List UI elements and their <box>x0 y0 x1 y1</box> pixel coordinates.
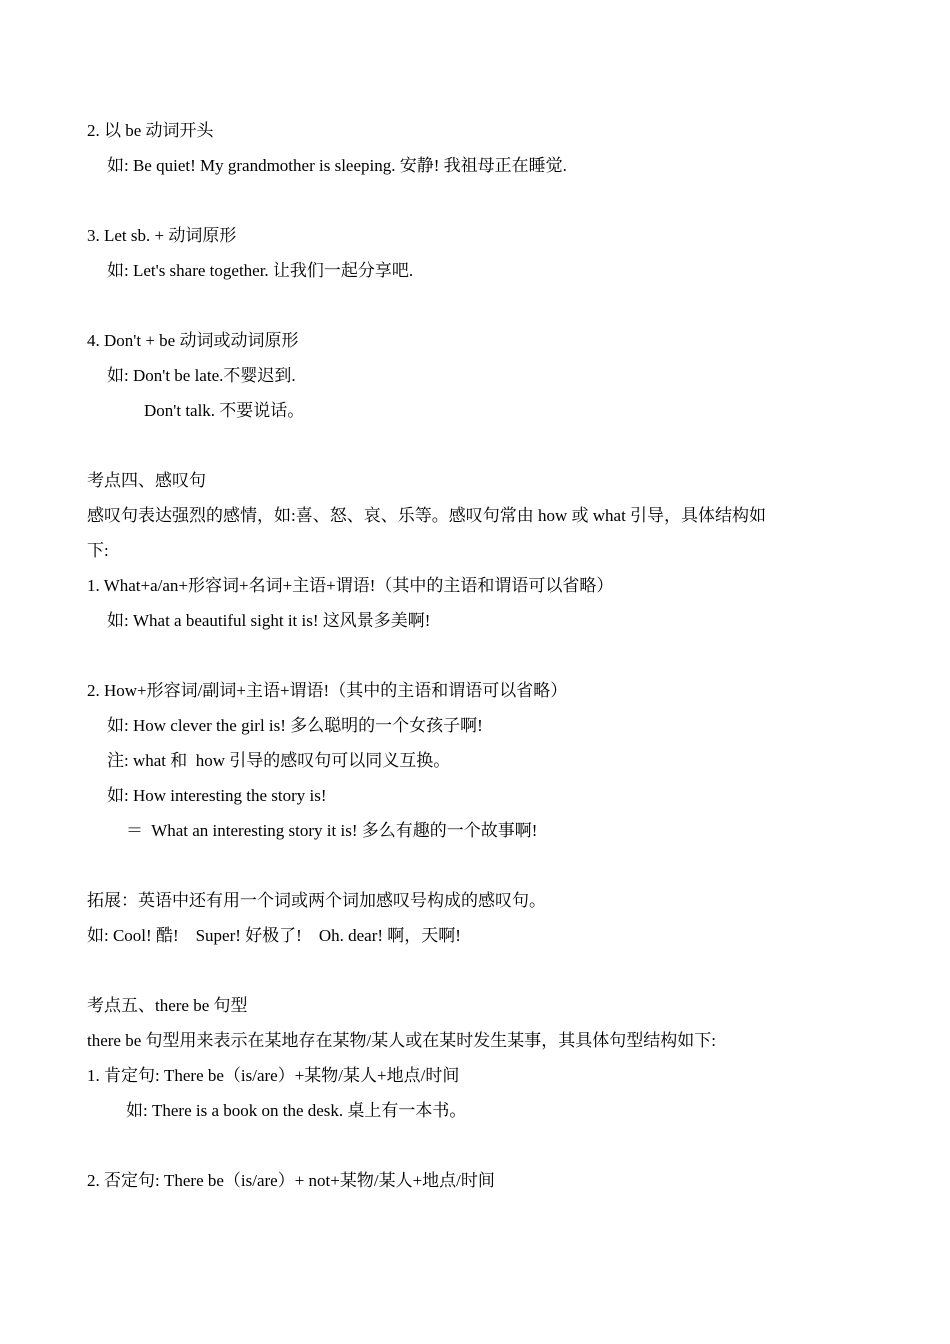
section-heading: 考点五、there be 句型 <box>87 996 248 1015</box>
example-line: 如: Cool! 酷! Super! 好极了! Oh. dear! 啊，天啊! <box>87 926 461 945</box>
example-line: 如: Don't be late.不婴迟到. <box>107 366 296 385</box>
rule-1-heading: 1. What+a/an+形容词+名词+主语+谓语!（其中的主语和谓语可以省略） <box>87 576 614 595</box>
rule-2-heading: 2. How+形容词/副词+主语+谓语!（其中的主语和谓语可以省略） <box>87 681 568 700</box>
example-line: 如: How interesting the story is! <box>107 786 327 805</box>
rule-4-heading: 4. Don't + be 动词或动词原形 <box>87 331 299 350</box>
example-line: 如: Be quiet! My grandmother is sleeping. 安静! 我祖母正在睡觉. <box>107 156 567 175</box>
extension-line: 拓展：英语中还有用一个词或两个词加感叹号构成的感叹句。 <box>87 891 546 910</box>
example-line: ＝ What an interesting story it is! 多么有趣的一个故事啊! <box>126 821 538 840</box>
example-line: 如: There is a book on the desk. 桌上有一本书。 <box>126 1101 467 1120</box>
paragraph-line: 感叹句表达强烈的感情，如:喜、怒、哀、乐等。感叹句常由 how 或 what 引导，具体结构如 <box>87 506 767 525</box>
paragraph-line: there be 句型用来表示在某地存在某物/某人或在某时发生某事，其具体句型结构如下: <box>87 1031 716 1050</box>
rule-2-heading: 2. 否定句: There be（is/are）+ not+某物/某人+地点/时间 <box>87 1171 495 1190</box>
example-line: Don't talk. 不要说话。 <box>144 401 305 420</box>
rule-3-heading: 3. Let sb. + 动词原形 <box>87 226 237 245</box>
section-heading: 考点四、感叹句 <box>87 471 206 490</box>
example-line: 如: How clever the girl is! 多么聪明的一个女孩子啊! <box>107 716 483 735</box>
example-line: 如: Let's share together. 让我们一起分享吧. <box>107 261 414 280</box>
rule-2-heading: 2. 以 be 动词开头 <box>87 121 214 140</box>
example-line: 如: What a beautiful sight it is! 这风景多美啊! <box>107 611 431 630</box>
paragraph-line: 下: <box>87 541 109 560</box>
note-line: 注: what 和 how 引导的感叹句可以同义互换。 <box>107 751 451 770</box>
rule-1-heading: 1. 肯定句: There be（is/are）+某物/某人+地点/时间 <box>87 1066 460 1085</box>
